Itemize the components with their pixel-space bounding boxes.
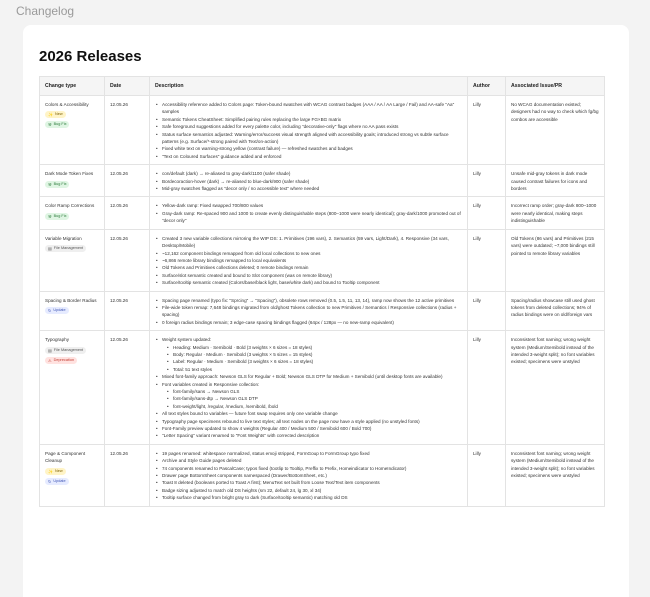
- description-item: • Toast 8 deleted (booleans ported to Toast A first); MenuText set built from Loose Text/Text item components: [156, 479, 462, 486]
- description-item: • 74 components renamed to PascalCase; typos fixed (tootlip to Tooltip, Preffix to Prefix, Homeindicator to HomeIndicator): [156, 465, 462, 472]
- file-badge: [45, 347, 86, 354]
- update-badge: [45, 478, 69, 485]
- badge-label: New: [54, 112, 63, 117]
- folder-icon: ▤: [48, 246, 52, 252]
- description-item: • ~6,866 remote library bindings remapped to local equivalents: [156, 257, 462, 264]
- badge-label: Update: [53, 478, 66, 483]
- issue-cell: Inconsistent font naming; wrong weight system (Medium/Semibold instead of the intended 3-weight split); no font variables existed; specimens were unstyled: [506, 444, 605, 506]
- issue-cell: Inconsistent font naming; wrong weight system (Medium/Semibold instead of the intended 3-weight split); no font variables existed; specimens were unstyled: [506, 331, 605, 445]
- description-item: • 19 pages renamed: whitespace normalized, status emoji stripped, FormGoup to FormGroup typo fixed: [156, 450, 462, 457]
- table-header: [40, 77, 605, 96]
- description-item-text: Mixed font-family approach: Newson GLS for Regular + Bold; Newson GLS DTP for Medium + Semibold (until desktop fonts are available): [162, 374, 443, 380]
- description-item: • Created 3 new variable collections mirroring the WIP DS: 1. Primitives (196 vars), 2. Semantics (59 vars, Light/Dark), 4. Responsive (34 vars, Desktop/Mobile): [156, 235, 462, 250]
- change-type-label: Color Ramp Corrections: [45, 203, 95, 209]
- wrench-icon: ⚒: [48, 213, 52, 219]
- description-list: [156, 235, 462, 287]
- description-item: • Drawer page BottomSheet components namespaced (Drawer/BottomSheet, etc.): [156, 472, 462, 479]
- warning-icon: ⚠: [48, 357, 52, 363]
- description-cell: [150, 331, 468, 445]
- description-sublist: [167, 388, 462, 410]
- description-cell: [150, 229, 468, 291]
- changelog-table: [39, 76, 605, 507]
- issue-cell: Old Tokens (86 vars) and Primitives (215 vars) were outdated; ~7,000 bindings still pointed to remote library variables: [506, 229, 605, 291]
- badge-group: [45, 465, 99, 485]
- badge-label: File Management: [53, 347, 84, 352]
- table-row: [40, 229, 605, 291]
- change-type-label: Spacing & Border Radius: [45, 297, 97, 303]
- issue-cell: No WCAG documentation existed; designers had no way to check which fg/bg combos are accessible: [506, 96, 605, 165]
- author-cell: Lilly: [468, 165, 506, 197]
- table-row: [40, 96, 605, 165]
- change-type-cell: [40, 96, 105, 165]
- description-item: • ~12,162 component bindings remapped from old local collections to new ones: [156, 250, 462, 257]
- fix-badge: [45, 213, 69, 220]
- description-subitem: • Total: 51 text styles: [167, 366, 462, 373]
- badge-label: New: [54, 468, 63, 473]
- column-header-author[interactable]: Author: [468, 77, 506, 96]
- description-list: [156, 336, 462, 440]
- table-row: [40, 165, 605, 197]
- description-subitem: • font-family/sans → Newson GLS: [167, 388, 462, 395]
- dep-badge: [45, 357, 77, 364]
- description-list: [156, 450, 462, 502]
- refresh-icon: ↻: [48, 478, 52, 484]
- column-header-issue[interactable]: Associated Issue/PR: [506, 77, 605, 96]
- date-cell: 12.05.26: [105, 291, 150, 331]
- description-subitem: • font-weight/light, /regular, /medium, /semibold, /bold: [167, 403, 462, 410]
- badge-label: Update: [53, 307, 66, 312]
- description-subitem: • Label: Regular · Medium · Semibold (3 weights × 6 sizes = 18 styles): [167, 358, 462, 365]
- table-row: [40, 331, 605, 445]
- sparkle-icon: ✨: [48, 468, 53, 474]
- new-badge: [45, 111, 66, 118]
- description-item-text: Typography page specimens rebound to live text styles; all text nodes on the page now have a style applied (no unstyled fonts): [162, 418, 420, 424]
- new-badge: [45, 468, 66, 475]
- section-title: 2026 Releases: [39, 48, 142, 65]
- table-row: [40, 444, 605, 506]
- column-header-date[interactable]: Date: [105, 77, 150, 96]
- change-type-cell: [40, 444, 105, 506]
- description-list: [156, 101, 462, 160]
- description-item: • Mid-gray swatches flagged as "decor only / no accessible text" where needed: [156, 185, 462, 192]
- author-cell: Lilly: [468, 444, 506, 506]
- fix-badge: [45, 181, 69, 188]
- description-item: • Tooltip surface changed from bright gray to dark (Surface/tooltip semantic) matching old DS: [156, 494, 462, 501]
- badge-group: [45, 178, 99, 188]
- change-type-label: Variable Migration: [45, 235, 82, 241]
- description-item-text: All text styles bound to variables — future font swap requires only one variable change: [162, 411, 338, 417]
- description-cell: [150, 197, 468, 229]
- description-item: • File-wide token remap: 7,648 bindings migrated from old/ghost Tokens collection to new Primitives / Semantics / Responsive collections (radius + spacing): [156, 304, 462, 319]
- description-item: • Surface/slot semantic created and bound to Slot component (was on remote library): [156, 272, 462, 279]
- description-subitem: • font-family/sans-dtp → Newson GLS DTP: [167, 395, 462, 402]
- date-cell: 12.05.26: [105, 165, 150, 197]
- issue-cell: Incorrect ramp order; gray-dark 800–1000 were nearly identical, making steps indistinguishable: [506, 197, 605, 229]
- badge-group: [45, 108, 99, 128]
- date-cell: 12.05.26: [105, 96, 150, 165]
- author-cell: Lilly: [468, 197, 506, 229]
- fix-badge: [45, 121, 69, 128]
- changelog-card: [23, 25, 629, 597]
- description-item: • Surface/tooltip semantic created (Colors/base/black light, base/white dark) and bound to Tooltip component: [156, 279, 462, 286]
- issue-cell: Unsafe mid-gray tokens in dark mode caused contrast failures for icons and borders: [506, 165, 605, 197]
- date-cell: 12.05.26: [105, 444, 150, 506]
- description-sublist: [167, 344, 462, 374]
- wrench-icon: ⚒: [48, 122, 52, 128]
- description-list: [156, 297, 462, 327]
- issue-cell: Spacing/radius showcase still used ghost tokens from deleted collections; 94% of radius bindings were on old/foreign vars: [506, 291, 605, 331]
- badge-label: File Management: [53, 246, 84, 251]
- table-body: [40, 96, 605, 507]
- date-cell: 12.05.26: [105, 229, 150, 291]
- badge-label: Deprecation: [53, 357, 75, 362]
- description-item: • Gray-dark ramp: Re-spaced 900 and 1000 to create evenly distinguishable steps (800–1000 were nearly identical); gray-dark/1000 promoted out of "decor only": [156, 210, 462, 225]
- description-item: [156, 336, 462, 373]
- badge-group: [45, 304, 99, 314]
- change-type-cell: [40, 291, 105, 331]
- change-type-label: Typography: [45, 337, 70, 343]
- description-item: [156, 410, 462, 417]
- description-item: • Status surface semantics adjusted: Warning/error/success visual strength aligned with accessibility goals; introduced strong vs subtle surface patterns (e.g. Surface/*-strong paired with Text/on-action): [156, 131, 462, 146]
- change-type-cell: [40, 229, 105, 291]
- change-type-cell: [40, 197, 105, 229]
- description-item-text: "Letter Spacing" variant renamed to "Font Weights" with corrected description: [162, 433, 320, 439]
- sparkle-icon: ✨: [48, 112, 53, 118]
- description-item: • Archive and Style Guide pages deleted: [156, 457, 462, 464]
- change-type-cell: [40, 331, 105, 445]
- page-title: Changelog: [16, 4, 75, 18]
- badge-group: [45, 344, 99, 364]
- description-subitem: • Heading: Medium · Semibold · Bold (3 weights × 6 sizes = 18 styles): [167, 344, 462, 351]
- description-subitem: • Body: Regular · Medium · Semibold (3 weights × 5 sizes = 15 styles): [167, 351, 462, 358]
- description-item: • "Text on Coloured Surfaces" guidance added and enforced: [156, 153, 462, 160]
- description-item: [156, 381, 462, 411]
- description-item: • Spacing page renamed (typo fix: "Sprcing" → "Spacing"), obsolete rows removed (0.5, 1.5, 11, 13, 14), ramp now shows the 12 active primitives: [156, 297, 462, 304]
- description-item: [156, 373, 462, 380]
- author-cell: Lilly: [468, 291, 506, 331]
- badge-group: [45, 210, 99, 220]
- date-cell: 12.05.26: [105, 197, 150, 229]
- description-item: • Old Tokens and Primitives collections deleted; 0 remote bindings remain: [156, 264, 462, 271]
- date-cell: 12.05.26: [105, 331, 150, 445]
- change-type-label: Dark Mode Token Fixes: [45, 171, 94, 177]
- description-item: [156, 425, 462, 432]
- change-type-label: Colors & Accessibility: [45, 102, 89, 107]
- description-cell: [150, 444, 468, 506]
- description-cell: [150, 96, 468, 165]
- description-item-text: Weight system updated:: [162, 337, 212, 343]
- description-item: • Bordecoraction-hover (dark) → re-aliased to blue-dark/900 (safer shade): [156, 178, 462, 185]
- badge-label: Bug Fix: [53, 181, 67, 186]
- description-item: • Accessibility reference added to Colors page: Token-bound swatches with WCAG contrast badges (AAA / AA / AA Large / Fail) and AA-safe "Aa" samples: [156, 101, 462, 116]
- description-cell: [150, 291, 468, 331]
- badge-group: [45, 242, 99, 252]
- wrench-icon: ⚒: [48, 181, 52, 187]
- badge-label: Bug Fix: [53, 122, 67, 127]
- change-type-cell: [40, 165, 105, 197]
- description-item: • 0 foreign radius bindings remain; 3 edge-case spacing bindings flagged (64px / 128px — no new-ramp equivalent): [156, 319, 462, 326]
- column-header-description[interactable]: Description: [150, 77, 468, 96]
- description-item: • con/default (dark) → re-aliased to gray-dark/1100 (safer shade): [156, 170, 462, 177]
- table-row: [40, 197, 605, 229]
- folder-icon: ▤: [48, 347, 52, 353]
- description-list: [156, 202, 462, 224]
- description-item: [156, 432, 462, 439]
- refresh-icon: ↻: [48, 307, 52, 313]
- description-item: • Badge sizing adjusted to match old DS heights (sm 22, default 24, lg 30, xl 34): [156, 487, 462, 494]
- author-cell: Lilly: [468, 229, 506, 291]
- badge-label: Bug Fix: [53, 213, 67, 218]
- description-item: [156, 418, 462, 425]
- author-cell: Lilly: [468, 96, 506, 165]
- author-cell: Lilly: [468, 331, 506, 445]
- description-item: • Yellow-dark ramp: Fixed swapped 700/800 values: [156, 202, 462, 209]
- description-item: • Safe foreground suggestions added for every palette color, including "decorative-only" flags where no AA pass exists: [156, 123, 462, 130]
- change-type-label: Page & Component Cleanup: [45, 450, 86, 464]
- description-list: [156, 170, 462, 192]
- description-item: • Fixed white text on warning-strong yellow (contrast failure) — refreshed swatches and badges: [156, 145, 462, 152]
- column-header-change-type[interactable]: Change type: [40, 77, 105, 96]
- description-item: • Semantic Tokens CheatSheet: Simplified pairing rules replacing the large FG×BG matrix: [156, 116, 462, 123]
- file-badge: [45, 245, 86, 252]
- description-item-text: Font variables created in Responsive collection:: [162, 381, 260, 387]
- description-item-text: Font-Family preview updated to show 4 weights (Regular 400 / Medium 500 / Semibold 600 / Bold 700): [162, 426, 372, 432]
- update-badge: [45, 307, 69, 314]
- description-cell: [150, 165, 468, 197]
- table-row: [40, 291, 605, 331]
